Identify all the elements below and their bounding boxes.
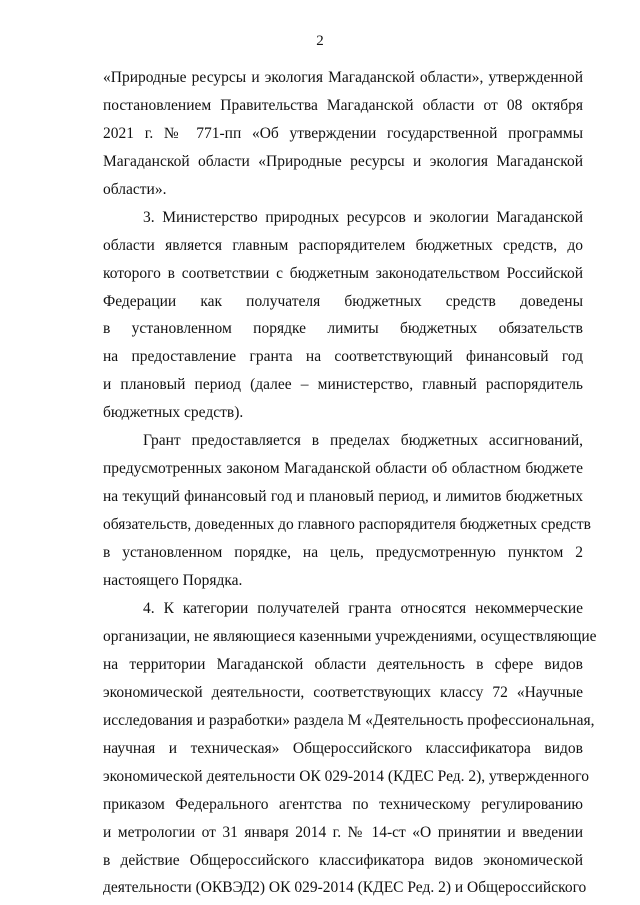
- text-line: и плановый период (далее – министерство, главный распорядитель: [103, 376, 583, 393]
- text-line: области».: [103, 181, 167, 198]
- text-line: и метрологии от 31 января 2014 г. № 14-ст «О принятии и введении: [103, 824, 583, 841]
- paragraph-start-line: 4. К категории получателей гранта относятся некоммерческие: [143, 600, 583, 617]
- text-line: «Природные ресурсы и экология Магаданской области», утвержденной: [103, 69, 583, 86]
- text-line: предусмотренных законом Магаданской области об областном бюджете: [103, 460, 583, 477]
- page-number: 2: [316, 33, 324, 49]
- text-line: на предоставление гранта на соответствующий финансовый год: [103, 348, 583, 365]
- text-line: на территории Магаданской области деятельность в сфере видов: [103, 656, 583, 673]
- paragraph-start-line: 3. Министерство природных ресурсов и экологии Магаданской: [143, 209, 583, 226]
- text-line: в действие Общероссийского классификатора видов экономической: [103, 852, 583, 869]
- text-line: деятельности (ОКВЭД2) ОК 029-2014 (КДЕС Ред. 2) и Общероссийского: [103, 879, 587, 896]
- text-line: в установленном порядке лимиты бюджетных обязательств: [103, 320, 583, 337]
- text-line: 2021 г. № 771-пп «Об утверждении государственной программы: [103, 125, 583, 142]
- text-line: которого в соответствии с бюджетным законодательством Российской: [103, 265, 583, 282]
- text-line: области является главным распорядителем бюджетных средств, до: [103, 237, 583, 254]
- text-line: исследования и разработки» раздела М «Деятельность профессиональная,: [103, 712, 595, 729]
- text-line: экономической деятельности ОК 029-2014 (КДЕС Ред. 2), утвержденного: [103, 768, 589, 785]
- text-line: настоящего Порядка.: [103, 572, 243, 589]
- text-line: Федерации как получателя бюджетных средств доведены: [103, 293, 583, 310]
- paragraph-start-line: Грант предоставляется в пределах бюджетных ассигнований,: [143, 432, 583, 449]
- text-line: на текущий финансовый год и плановый период, и лимитов бюджетных: [103, 488, 583, 505]
- text-line: в установленном порядке, на цель, предусмотренную пунктом 2: [103, 544, 583, 561]
- text-line: организации, не являющиеся казенными учреждениями, осуществляющие: [103, 628, 597, 645]
- text-line: научная и техническая» Общероссийского классификатора видов: [103, 740, 583, 757]
- text-line: бюджетных средств).: [103, 404, 244, 421]
- text-line: приказом Федерального агентства по техническому регулированию: [103, 796, 583, 813]
- text-line: обязательств, доведенных до главного распорядителя бюджетных средств: [103, 516, 591, 533]
- text-line: Магаданской области «Природные ресурсы и экология Магаданской: [103, 153, 583, 170]
- text-line: постановлением Правительства Магаданской области от 08 октября: [103, 97, 583, 114]
- text-line: экономической деятельности, соответствующих классу 72 «Научные: [103, 684, 583, 701]
